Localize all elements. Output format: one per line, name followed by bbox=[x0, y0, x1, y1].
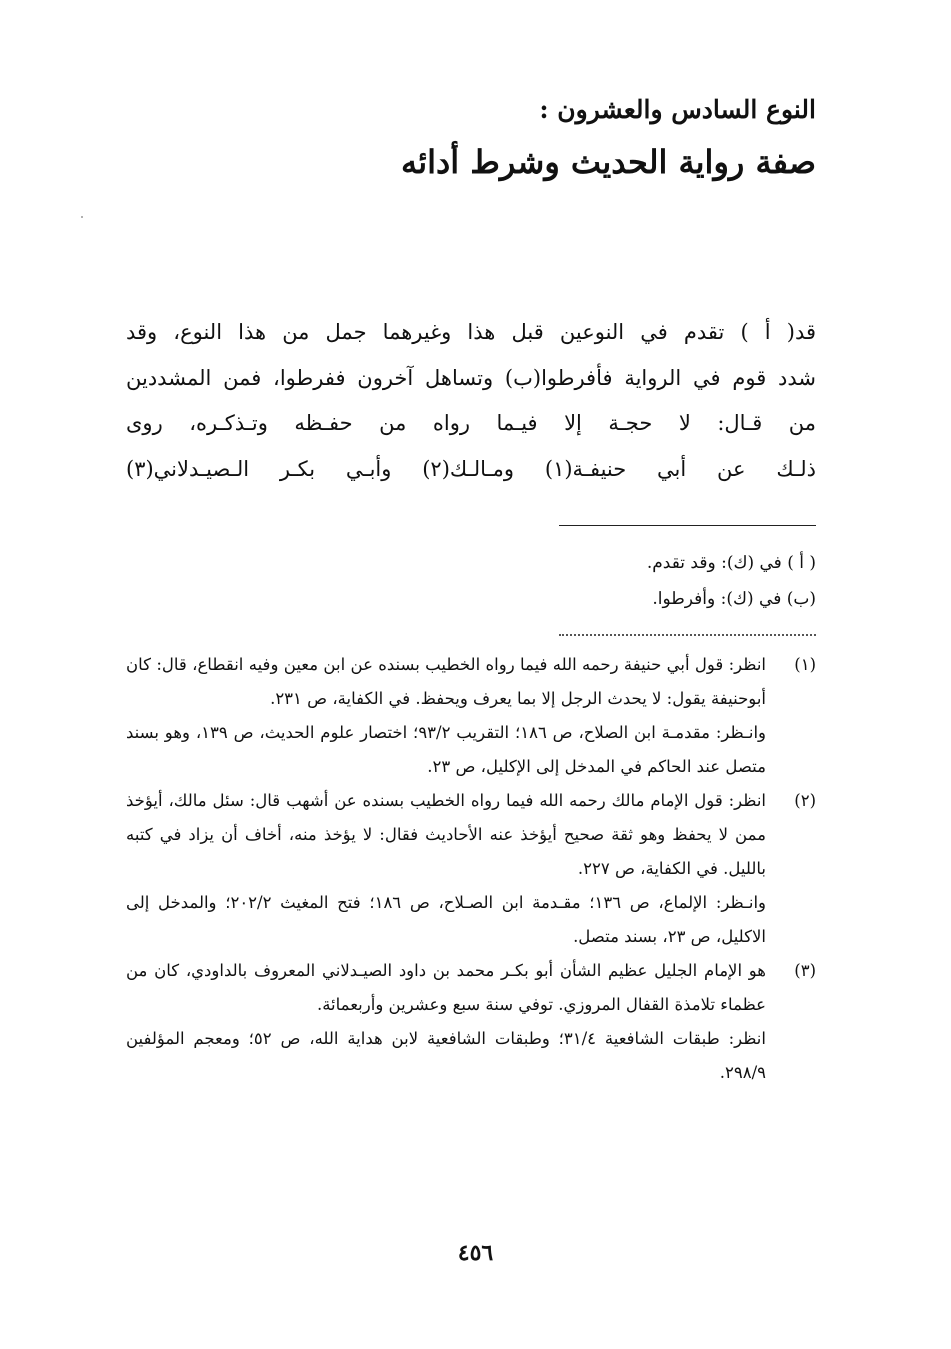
main-text-line: شدد قوم في الرواية فأفرطوا(ب) وتساهل آخرون ففرطوا، فمن المشددين bbox=[126, 365, 816, 390]
footnote-number: (٢) bbox=[794, 791, 816, 810]
page-number: ٤٥٦ bbox=[457, 1240, 494, 1266]
footnote-text: انظر: قول الإمام مالك رحمه الله فيما رواه الخطيب بسنده عن أشهب قال: سئل مالك، أيؤخذ ممن لا يحفظ وهو ثقة صحيح أيؤخذ عنه الأحاديث فقال: لا يؤخذ منه، أخاف أن يزاد في كتبه بالليل. في الكفاية، ص ٢٢٧. bbox=[126, 791, 766, 878]
footnotes bbox=[126, 648, 816, 1090]
footnote-separator bbox=[559, 525, 816, 526]
main-text-line: قد( أ ) تقدم في النوعين قبل هذا وغيرهما جمل من هذا النوع، وقد bbox=[126, 320, 816, 344]
variant-notes bbox=[126, 545, 816, 617]
margin-speck bbox=[81, 216, 83, 218]
footnote-text: انظر: قول أبي حنيفة رحمه الله فيما رواه الخطيب بسنده عن ابن معين وفيه انقطاع، قال: كان أبوحنيفة يقول: لا يحدث الرجل إلا بما يعرف ويحفظ. في الكفاية، ص ٢٣١. bbox=[126, 655, 766, 708]
footnote-text: وانـظر: مقدمـة ابن الصلاح، ص ١٨٦؛ التقريب ٩٣/٢؛ اختصار علوم الحديث، ص ١٣٩، وهو بسند متصل عند الحاكم في المدخل إلى الإكليل، ص ٢٣. bbox=[126, 723, 766, 776]
main-text-line: ذلـك عن أبي حنيفـة(١) ومـالـك(٢) وأبـي بكـر الـصيـدلاني(٣) bbox=[126, 456, 816, 481]
chapter-title: صفة رواية الحديث وشرط أدائه bbox=[401, 143, 816, 181]
footnote bbox=[126, 954, 816, 1090]
variant-note: ( أ ) في (ك): وقد تقدم. bbox=[646, 553, 816, 573]
dotted-separator bbox=[559, 634, 816, 636]
footnote-number: (٣) bbox=[794, 961, 816, 980]
footnote-text: انظر: طبقات الشافعية ٣١/٤؛ وطبقات الشافعية لابن هداية الله، ص ٥٢؛ ومعجم المؤلفين ٢٩٨/٩. bbox=[126, 1029, 766, 1082]
variant-note: (ب) في (ك): وأفرطوا. bbox=[652, 589, 816, 609]
main-text-line: من قـال: لا حجـة إلا فيـما رواه من حفـظه وتـذكـره، روى bbox=[126, 411, 816, 435]
footnote-text: وانـظر: الإلماع، ص ١٣٦؛ مقـدمة ابن الصـلاح، ص ١٨٦؛ فتح المغيث ٢٠٢/٢؛ والمدخل إلى الاكليل، ص ٢٣، بسند متصل. bbox=[126, 893, 766, 946]
footnote-text: هو الإمام الجليل عظيم الشأن أبو بكـر محمد بن داود الصيـدلاني المعروف بالداودي، كان من عظماء تلامذة القفال المروزي. توفي سنة سبع وعشرين وأربعمائة. bbox=[126, 961, 766, 1014]
footnote bbox=[126, 648, 816, 784]
footnote-number: (١) bbox=[794, 655, 816, 674]
footnote bbox=[126, 784, 816, 954]
main-paragraph bbox=[126, 310, 816, 492]
chapter-label: النوع السادس والعشرون : bbox=[539, 95, 816, 124]
